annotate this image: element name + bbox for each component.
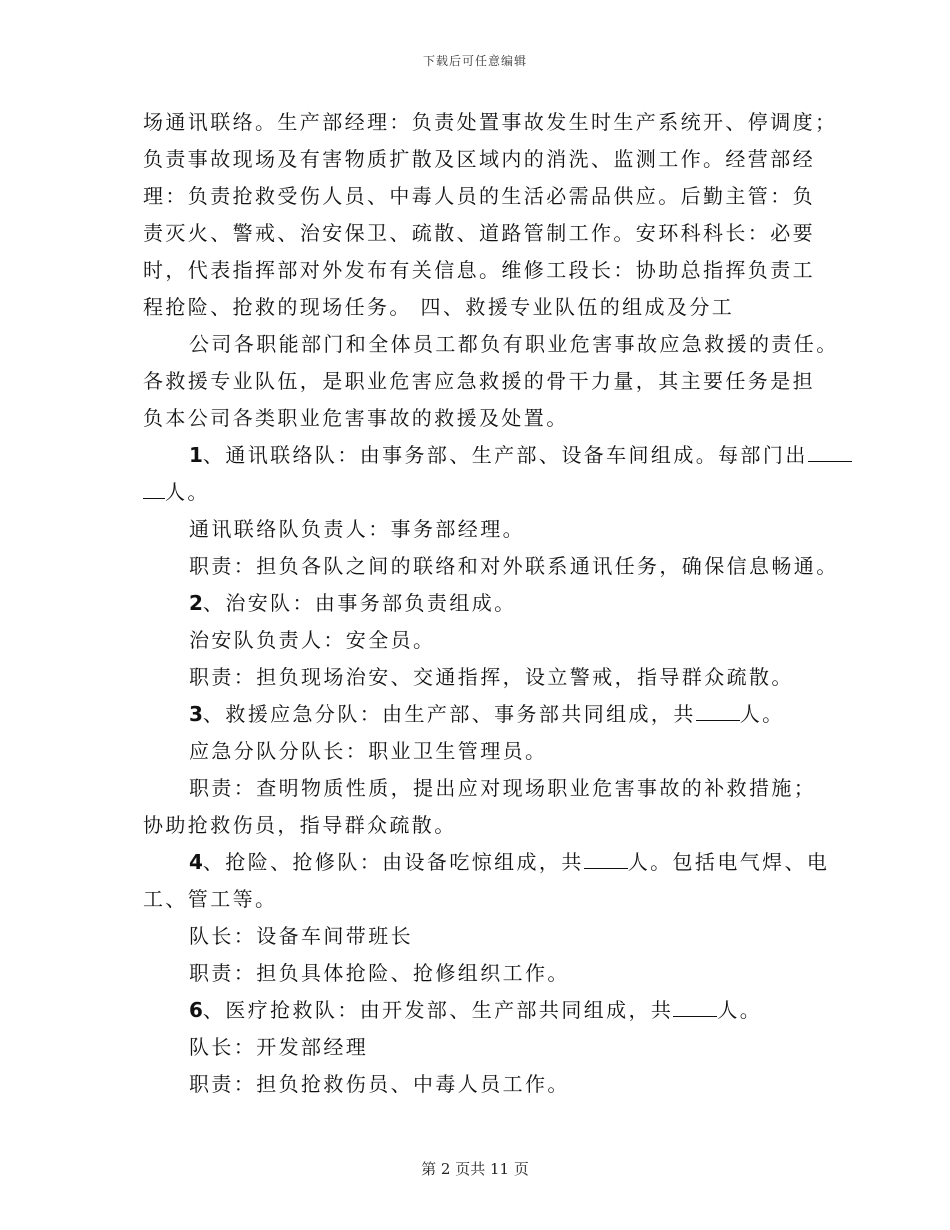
team4-number: 4 — [189, 850, 203, 874]
header-note: 下载后可任意编辑 — [422, 54, 527, 68]
team6-text: 、医疗抢救队：由开发部、生产部共同组成，共 — [202, 998, 674, 1022]
paragraph-line: 责灭火、警戒、治安保卫、疏散、道路管制工作。安环科科长：必要 — [143, 221, 815, 245]
team1-number: 1 — [189, 443, 203, 467]
team4-text: 、抢险、抢修队：由设备吃惊组成，共 — [202, 850, 584, 874]
paragraph-line: 理：负责抢救受伤人员、中毒人员的生活必需品供应。后勤主管：负 — [143, 184, 815, 208]
document-body — [143, 104, 839, 1103]
team6-text-end: 人。 — [717, 998, 763, 1022]
team4-leader: 队长：设备车间带班长 — [189, 924, 413, 948]
team1-heading — [143, 437, 813, 474]
team4-duty: 职责：担负具体抢险、抢修组织工作。 — [189, 961, 570, 985]
team1-leader: 通讯联络队负责人：事务部经理。 — [189, 517, 525, 541]
page-number: 第 2 页共 11 页 — [421, 1160, 529, 1178]
fill-blank — [584, 846, 628, 869]
team1-text: 、通讯联络队：由事务部、生产部、设备车间组成。每部门出 — [202, 443, 808, 467]
fill-blank — [696, 698, 740, 721]
team2-duty: 职责：担负现场治安、交通指挥，设立警戒，指导群众疏散。 — [189, 665, 794, 689]
paragraph-line: 场通讯联络。生产部经理：负责处置事故发生时生产系统开、停调度； — [143, 110, 838, 134]
team3-leader: 应急分队分队长：职业卫生管理员。 — [189, 739, 548, 763]
team2-heading — [143, 585, 813, 622]
team6-duty: 职责：担负抢救伤员、中毒人员工作。 — [189, 1072, 570, 1096]
team6-leader: 队长：开发部经理 — [189, 1035, 369, 1059]
fill-blank — [673, 994, 717, 1017]
paragraph-line: 程抢险、抢救的现场任务。 四、救援专业队伍的组成及分工 — [143, 295, 735, 319]
team1-heading-continued — [143, 474, 813, 511]
team4-heading — [143, 844, 830, 881]
fill-blank — [143, 476, 165, 499]
team4-text-mid: 人。包括电气焊、电 — [627, 850, 830, 874]
team3-number: 3 — [189, 702, 203, 726]
paragraph-line: 负责事故现场及有害物质扩散及区域内的消洗、监测工作。经营部经 — [143, 147, 815, 171]
team6-heading — [143, 992, 813, 1029]
team3-text: 、救援应急分队：由生产部、事务部共同组成，共 — [202, 702, 696, 726]
team2-number: 2 — [189, 591, 203, 615]
team1-duty: 职责：担负各队之间的联络和对外联系通讯任务，确保信息畅通。 — [189, 554, 839, 578]
paragraph-line: 各救援专业队伍，是职业危害应急救援的骨干力量，其主要任务是担 — [143, 369, 815, 393]
paragraph-line: 时，代表指挥部对外发布有关信息。维修工段长：协助总指挥负责工 — [143, 258, 815, 282]
team3-duty: 职责：查明物质性质，提出应对现场职业危害事故的补救措施； — [189, 776, 817, 800]
fill-blank — [808, 439, 852, 462]
team2-leader: 治安队负责人：安全员。 — [189, 628, 436, 652]
team1-text-end: 人。 — [165, 480, 210, 504]
paragraph-line: 公司各职能部门和全体员工都负有职业危害事故应急救援的责任。 — [189, 332, 839, 356]
team6-number: 6 — [189, 998, 203, 1022]
paragraph-line: 负本公司各类职业危害事故的救援及处置。 — [143, 406, 569, 430]
team3-text-end: 人。 — [739, 702, 785, 726]
team4-heading-continued: 工、管工等。 — [143, 887, 278, 911]
team3-duty-continued: 协助抢救伤员，指导群众疏散。 — [143, 813, 457, 837]
team2-text: 、治安队：由事务部负责组成。 — [202, 591, 517, 615]
team3-heading — [143, 696, 813, 733]
